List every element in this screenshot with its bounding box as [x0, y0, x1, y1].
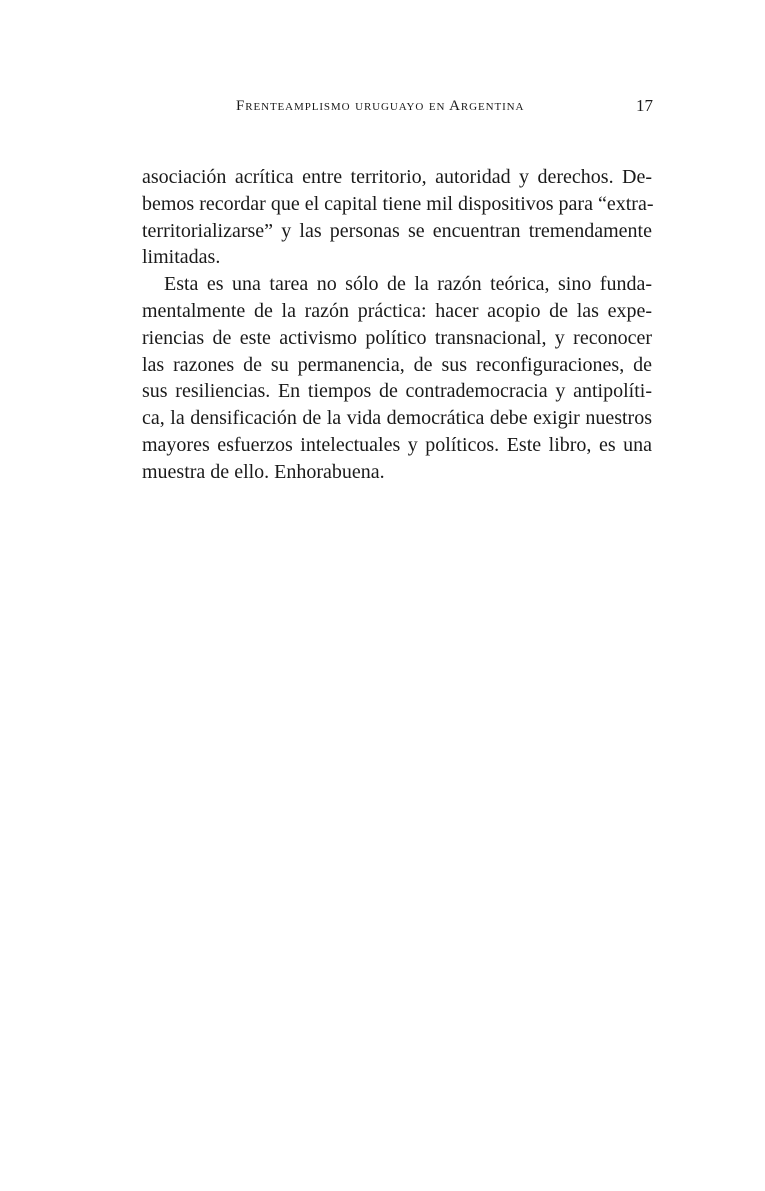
- text-line: asociación acrítica entre territorio, autoridad y derechos. De-: [142, 166, 652, 188]
- text-line: muestra de ello. Enhorabuena.: [142, 460, 385, 483]
- page-number: 17: [636, 96, 653, 115]
- text-line: mayores esfuerzos intelectuales y políticos. Este libro, es una: [142, 433, 652, 456]
- paragraph: [142, 164, 652, 271]
- text-line: ca, la densificación de la vida democrática debe exigir nuestros: [142, 407, 652, 430]
- text-line: sus resiliencias. En tiempos de contrademocracia y antipolíti-: [142, 380, 652, 403]
- text-line: las razones de su permanencia, de sus reconfiguraciones, de: [142, 353, 652, 376]
- text-line: limitadas.: [142, 246, 221, 269]
- text-line: riencias de este activismo político transnacional, y reconocer: [142, 326, 652, 349]
- body-text: [142, 164, 652, 486]
- text-line: territorializarse” y las personas se encuentran tremendamente: [142, 219, 652, 242]
- text-line: mentalmente de la razón práctica: hacer acopio de las expe-: [142, 299, 652, 322]
- running-head-title: Frenteamplismo uruguayo en Argentina: [236, 98, 525, 114]
- text-line: bemos recordar que el capital tiene mil dispositivos para “extra-: [142, 192, 654, 215]
- text-line: Esta es una tarea no sólo de la razón teórica, sino funda-: [164, 273, 652, 296]
- paragraph: [142, 271, 652, 485]
